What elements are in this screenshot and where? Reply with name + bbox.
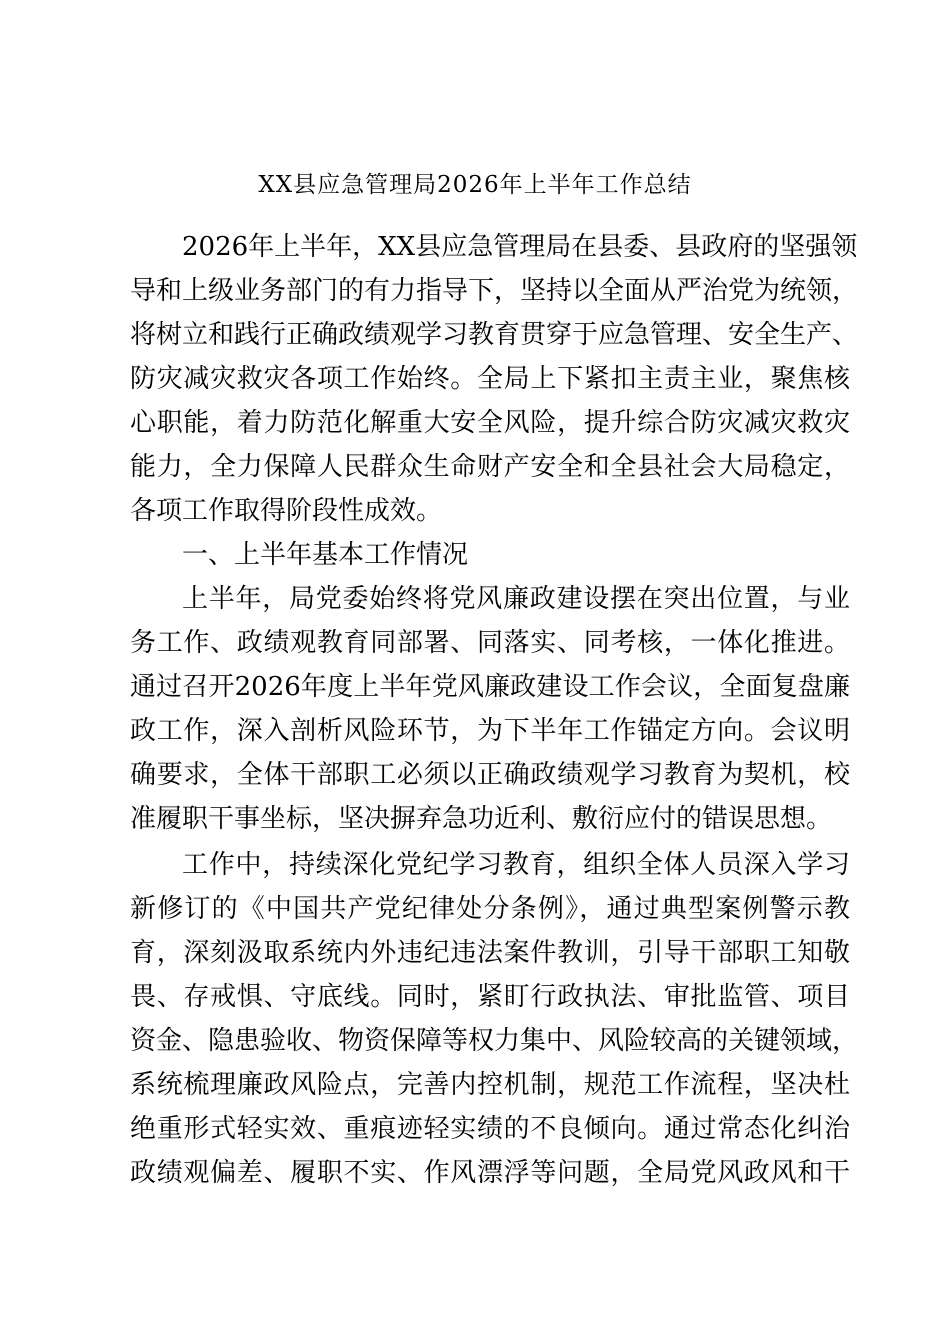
paragraph-line: 新修订的《中国共产党纪律处分条例》，通过典型案例警示教: [130, 894, 850, 924]
paragraph-line: 防灾减灾救灾各项工作始终。全局上下紧扣主责主业，聚焦核: [130, 364, 850, 394]
paragraph-line: 系统梳理廉政风险点，完善内控机制，规范工作流程，坚决杜: [130, 1070, 850, 1100]
paragraph-line: 资金、隐患验收、物资保障等权力集中、风险较高的关键领域，: [130, 1026, 859, 1056]
paragraph-line: 确要求，全体干部职工必须以正确政绩观学习教育为契机，校: [130, 760, 850, 790]
paragraph-line: 畏、存戒惧、守底线。同时，紧盯行政执法、审批监管、项目: [130, 982, 850, 1012]
paragraph-line: 政绩观偏差、履职不实、作风漂浮等问题，全局党风政风和干: [130, 1158, 850, 1188]
paragraph-line: 准履职干事坐标，坚决摒弃急功近利、敷衍应付的错误思想。: [130, 804, 833, 834]
paragraph-line: 心职能，着力防范化解重大安全风险，提升综合防灾减灾救灾: [130, 408, 850, 438]
paragraph-line: 工作中，持续深化党纪学习教育，组织全体人员深入学习: [182, 850, 850, 880]
paragraph-line: 能力，全力保障人民群众生命财产安全和全县社会大局稳定，: [130, 452, 850, 482]
paragraph-line: 上半年，局党委始终将党风廉政建设摆在突出位置，与业: [182, 584, 850, 614]
paragraph-line: 将树立和践行正确政绩观学习教育贯穿于应急管理、安全生产、: [130, 320, 859, 350]
paragraph-line: 务工作、政绩观教育同部署、同落实、同考核，一体化推进。: [130, 628, 850, 658]
document-title: XX县应急管理局2026年上半年工作总结: [258, 172, 692, 198]
paragraph-line: 育，深刻汲取系统内外违纪违法案件教训，引导干部职工知敬: [130, 938, 850, 968]
paragraph-line: 2026年上半年，XX县应急管理局在县委、县政府的坚强领: [182, 232, 858, 262]
paragraph-line: 各项工作取得阶段性成效。: [130, 496, 443, 526]
section-heading: 一、上半年基本工作情况: [182, 540, 469, 570]
paragraph-line: 导和上级业务部门的有力指导下，坚持以全面从严治党为统领，: [130, 276, 859, 306]
paragraph-line: 政工作，深入剖析风险环节，为下半年工作锚定方向。会议明: [130, 716, 850, 746]
paragraph-line: 通过召开2026年度上半年党风廉政建设工作会议，全面复盘廉: [130, 672, 850, 702]
paragraph-line: 绝重形式轻实效、重痕迹轻实绩的不良倾向。通过常态化纠治: [130, 1114, 850, 1144]
